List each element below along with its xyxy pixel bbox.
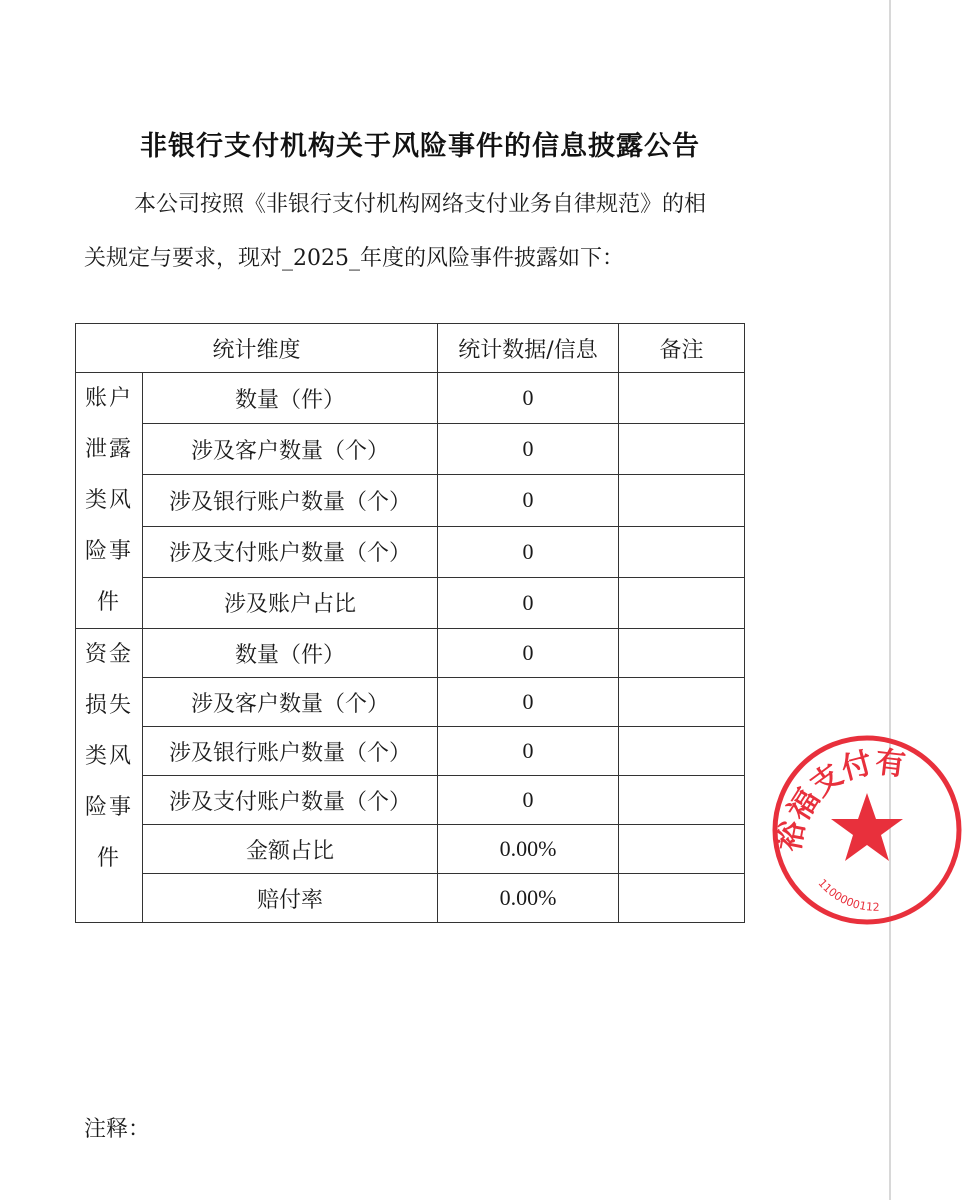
seal-star-icon: [831, 793, 903, 861]
seal-text-label: 裕福支付有: [772, 744, 908, 855]
category-line: 损失: [84, 693, 133, 718]
metric-remark: [619, 475, 745, 526]
metric-value: 0.00%: [438, 825, 619, 874]
metric-value: 0: [438, 424, 619, 475]
metric-label: 金额占比: [143, 825, 438, 874]
metric-remark: [619, 874, 745, 923]
table-row: [76, 629, 745, 678]
metric-value: 0: [438, 373, 619, 424]
category-cell: [76, 373, 143, 629]
metric-label: 涉及客户数量（个）: [143, 424, 438, 475]
table-header-row: [76, 324, 745, 373]
intro-line-1-text: 本公司按照《非银行支付机构网络支付业务自律规范》的相: [134, 192, 707, 217]
header-remark: 备注: [619, 324, 745, 373]
table-row: [76, 776, 745, 825]
metric-label: 涉及银行账户数量（个）: [143, 475, 438, 526]
metric-value: 0: [438, 776, 619, 825]
intro-line-1: [84, 178, 764, 232]
metric-label: 数量（件）: [143, 373, 438, 424]
category-line: 险事: [84, 795, 133, 820]
metric-label: 涉及账户占比: [143, 577, 438, 628]
seal-number: [816, 877, 880, 914]
notes-label: 注释：: [84, 1117, 151, 1142]
metric-value: 0: [438, 727, 619, 776]
header-dimension: 统计维度: [76, 324, 438, 373]
metric-value: 0: [438, 678, 619, 727]
metric-remark: [619, 577, 745, 628]
table-row: [76, 475, 745, 526]
category-line: 账户: [84, 386, 133, 411]
table-row: [76, 874, 745, 923]
category-line: 资金: [84, 642, 133, 667]
metric-remark: [619, 776, 745, 825]
category-line: 件: [96, 590, 121, 615]
metric-label: 涉及支付账户数量（个）: [143, 526, 438, 577]
metric-remark: [619, 825, 745, 874]
metric-label: 涉及客户数量（个）: [143, 678, 438, 727]
metric-value: 0: [438, 629, 619, 678]
metric-remark: [619, 424, 745, 475]
header-data: 统计数据/信息: [438, 324, 619, 373]
table-row: [76, 424, 745, 475]
table-row: [76, 373, 745, 424]
metric-value: 0: [438, 577, 619, 628]
metric-remark: [619, 526, 745, 577]
seal-number-label: 1100000112: [815, 876, 880, 914]
metric-remark: [619, 678, 745, 727]
table-row: [76, 825, 745, 874]
category-line: 类风: [84, 744, 133, 769]
metric-remark: [619, 629, 745, 678]
metric-value: 0: [438, 475, 619, 526]
intro-line-2: 关规定与要求，现对_2025_年度的风险事件披露如下：: [84, 246, 624, 271]
metric-remark: [619, 727, 745, 776]
category-line: 险事: [84, 539, 133, 564]
metric-value: 0.00%: [438, 874, 619, 923]
metric-label: 涉及银行账户数量（个）: [143, 727, 438, 776]
table-row: [76, 727, 745, 776]
company-seal: [772, 735, 962, 925]
metric-label: 涉及支付账户数量（个）: [143, 776, 438, 825]
table-row: [76, 577, 745, 628]
table-row: [76, 526, 745, 577]
metric-label: 数量（件）: [143, 629, 438, 678]
risk-events-table: [75, 323, 745, 923]
page-edge-line: [889, 0, 891, 1200]
page-title: 非银行支付机构关于风险事件的信息披露公告: [140, 131, 700, 162]
metric-remark: [619, 373, 745, 424]
metric-value: 0: [438, 526, 619, 577]
category-cell: [76, 629, 143, 923]
table-row: [76, 678, 745, 727]
intro-paragraph: [84, 178, 764, 286]
seal-text: [772, 745, 907, 854]
category-line: 件: [96, 846, 121, 871]
category-line: 泄露: [84, 437, 133, 462]
metric-label: 赔付率: [143, 874, 438, 923]
category-line: 类风: [84, 488, 133, 513]
